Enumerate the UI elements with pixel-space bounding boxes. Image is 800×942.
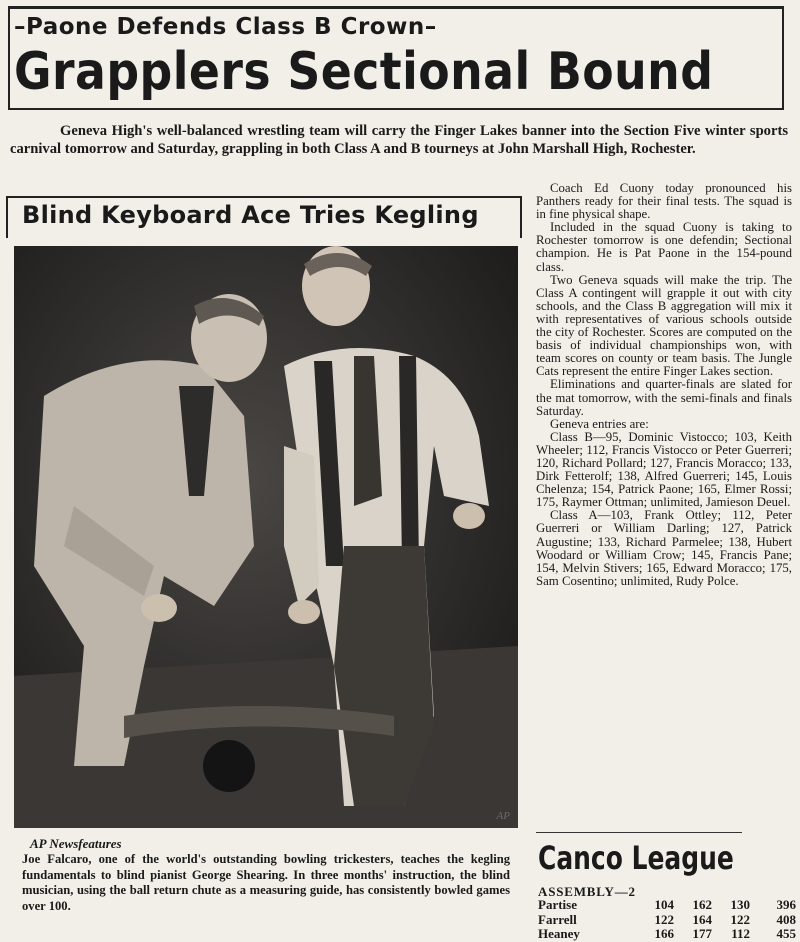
story-paragraph: Eliminations and quarter-finals are slated for the mat tomorrow, with the semi-finals and finals Saturday. bbox=[536, 377, 792, 418]
table-row bbox=[538, 927, 796, 942]
game-score: 164 bbox=[692, 911, 712, 927]
total-score: 455 bbox=[776, 926, 796, 941]
photo-agency-mark: AP bbox=[496, 810, 510, 822]
photo-illustration bbox=[14, 246, 518, 828]
game-score: 122 bbox=[730, 911, 750, 927]
photo-caption: Joe Falcaro, one of the world's outstanding bowling trickesters, teaches the kegling fundamentals to blind pianist George Shearing. In three months' instruction, the blind musician, using the ball return chute as a measuring guide, has consistently bowled games over 100. bbox=[22, 852, 510, 913]
story-paragraph: Class A—103, Frank Ottley; 112, Peter Guerreri or William Darling; 127, Patrick Augustine; 133, Richard Parmelee; 138, Hubert Woodard or William Crow; 145, Francis Pane; 154, Melvin Stivers; 165, Edward Moracco; 175, Sam Cosentino; unlimited, Rudy Polce. bbox=[536, 508, 792, 588]
scores-table bbox=[538, 898, 796, 942]
news-photo bbox=[14, 246, 518, 828]
game-score: 104 bbox=[654, 897, 674, 912]
story-paragraph: Class B—95, Dominic Vistocco; 103, Keith Wheeler; 112, Francis Vistocco or Peter Guerreri; 120, Richard Pollard; 127, Francis Moracco; 133, Dirk Fetterolf; 138, Alfred Guerreri; 145, Louis Chelenza; 154, Patrick Paone; 165, Elmer Rossi; 175, Raymer Ottman; unlimited, Jamieson Deuel. bbox=[536, 429, 792, 510]
league-headline: Canco League bbox=[538, 839, 734, 877]
bowler-name: Farrell bbox=[538, 911, 577, 927]
bowler-name: Heaney bbox=[538, 926, 580, 941]
story-paragraph: Geneva entries are: bbox=[550, 416, 649, 431]
table-row bbox=[538, 898, 796, 913]
photo-credit: AP Newsfeatures bbox=[30, 836, 122, 851]
kicker-headline: –Paone Defends Class B Crown– bbox=[14, 14, 437, 40]
story-paragraph: Coach Ed Cuony today pronounced his Panthers ready for their final tests. The squad is in fine physical shape. bbox=[536, 181, 792, 222]
game-score: 122 bbox=[654, 911, 674, 927]
total-score: 408 bbox=[776, 911, 796, 927]
photo-headline: Blind Keyboard Ace Tries Kegling bbox=[22, 201, 479, 229]
story-body bbox=[536, 182, 792, 588]
lead-paragraph: Geneva High's well-balanced wrestling team will carry the Finger Lakes banner into the Section Five winter sports carnival tomorrow and Saturday, grappling in both Class A and B tourneys at John Marshall High, Rochester. bbox=[10, 123, 788, 157]
story-paragraph: Included in the squad Cuony is taking to Rochester tomorrow is one defendin; Sectional champion. He is Pat Paone in the 154-pound class. bbox=[536, 220, 792, 274]
bowler-name: Partise bbox=[538, 897, 577, 912]
game-score: 166 bbox=[654, 926, 674, 941]
table-row bbox=[538, 913, 796, 928]
column-rule bbox=[536, 832, 742, 833]
game-score: 130 bbox=[730, 897, 750, 912]
game-score: 162 bbox=[692, 897, 712, 912]
main-headline: Grapplers Sectional Bound bbox=[14, 42, 714, 102]
team-name: ASSEMBLY—2 bbox=[538, 884, 636, 899]
game-score: 177 bbox=[692, 926, 712, 941]
game-score: 112 bbox=[731, 926, 750, 941]
story-paragraph: Two Geneva squads will make the trip. The Class A contingent will grapple it out with city schools, and the Class B aggregation will mix it with representatives of various schools outside the city of Rochester. Scores are computed on the basis of individual championships won, with team scores on county or team basis. The Jungle Cats represent the entire Finger Lakes section. bbox=[536, 272, 792, 379]
total-score: 396 bbox=[776, 897, 796, 912]
